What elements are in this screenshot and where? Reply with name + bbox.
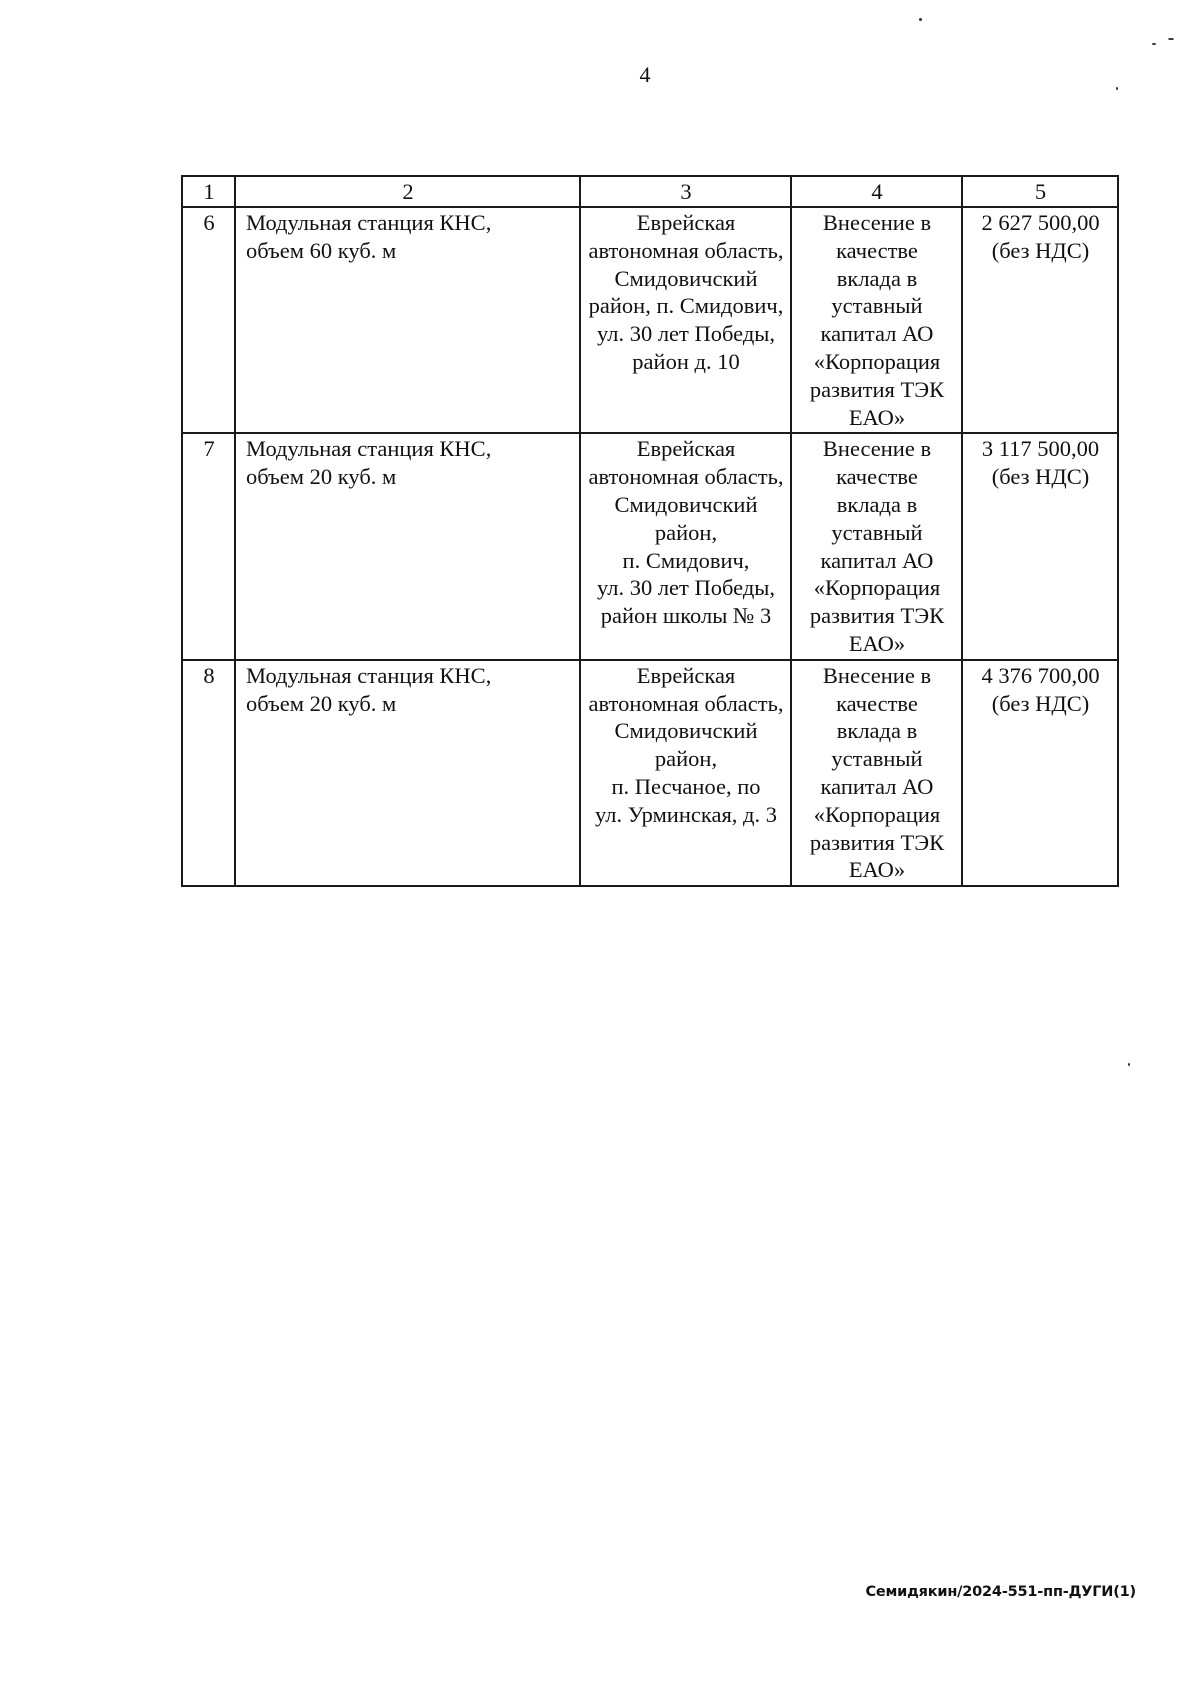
document-code: Семидякин/2024-551-пп-ДУГИ(1) <box>865 1584 1136 1600</box>
object-price: 3 117 500,00 (без НДС) <box>962 433 1118 659</box>
table-row <box>182 433 1118 659</box>
table-header-row <box>182 176 1118 207</box>
object-price: 4 376 700,00 (без НДС) <box>962 660 1118 886</box>
object-address: Еврейская автономная область, Смидовичский район, п. Смидович, ул. 30 лет Победы, район школы № 3 <box>580 433 791 659</box>
column-header: 1 <box>182 176 235 207</box>
object-address: Еврейская автономная область, Смидовичский район, п. Смидович, ул. 30 лет Победы, район д. 10 <box>580 207 791 433</box>
row-number: 8 <box>182 660 235 886</box>
row-number: 7 <box>182 433 235 659</box>
page-number: 4 <box>639 62 651 87</box>
column-header: 2 <box>235 176 580 207</box>
privatization-method: Внесение в качестве вклада в уставный капитал АО «Корпорация развития ТЭК ЕАО» <box>791 660 962 886</box>
object-address: Еврейская автономная область, Смидовичский район, п. Песчаное, по ул. Урминская, д. 3 <box>580 660 791 886</box>
object-price: 2 627 500,00 (без НДС) <box>962 207 1118 433</box>
row-number: 6 <box>182 207 235 433</box>
scan-speck <box>1168 38 1174 40</box>
scan-speck <box>919 18 922 21</box>
object-name: Модульная станция КНС, объем 20 куб. м <box>235 660 580 886</box>
column-header: 4 <box>791 176 962 207</box>
column-header: 5 <box>962 176 1118 207</box>
scan-speck <box>1116 87 1118 90</box>
privatization-method: Внесение в качестве вклада в уставный капитал АО «Корпорация развития ТЭК ЕАО» <box>791 207 962 433</box>
property-table <box>181 175 1119 887</box>
table-row <box>182 660 1118 886</box>
object-name: Модульная станция КНС, объем 20 куб. м <box>235 433 580 659</box>
table-row <box>182 207 1118 433</box>
privatization-method: Внесение в качестве вклада в уставный капитал АО «Корпорация развития ТЭК ЕАО» <box>791 433 962 659</box>
object-name: Модульная станция КНС, объем 60 куб. м <box>235 207 580 433</box>
scan-speck <box>1152 43 1156 45</box>
column-header: 3 <box>580 176 791 207</box>
scan-speck <box>1128 1063 1130 1066</box>
